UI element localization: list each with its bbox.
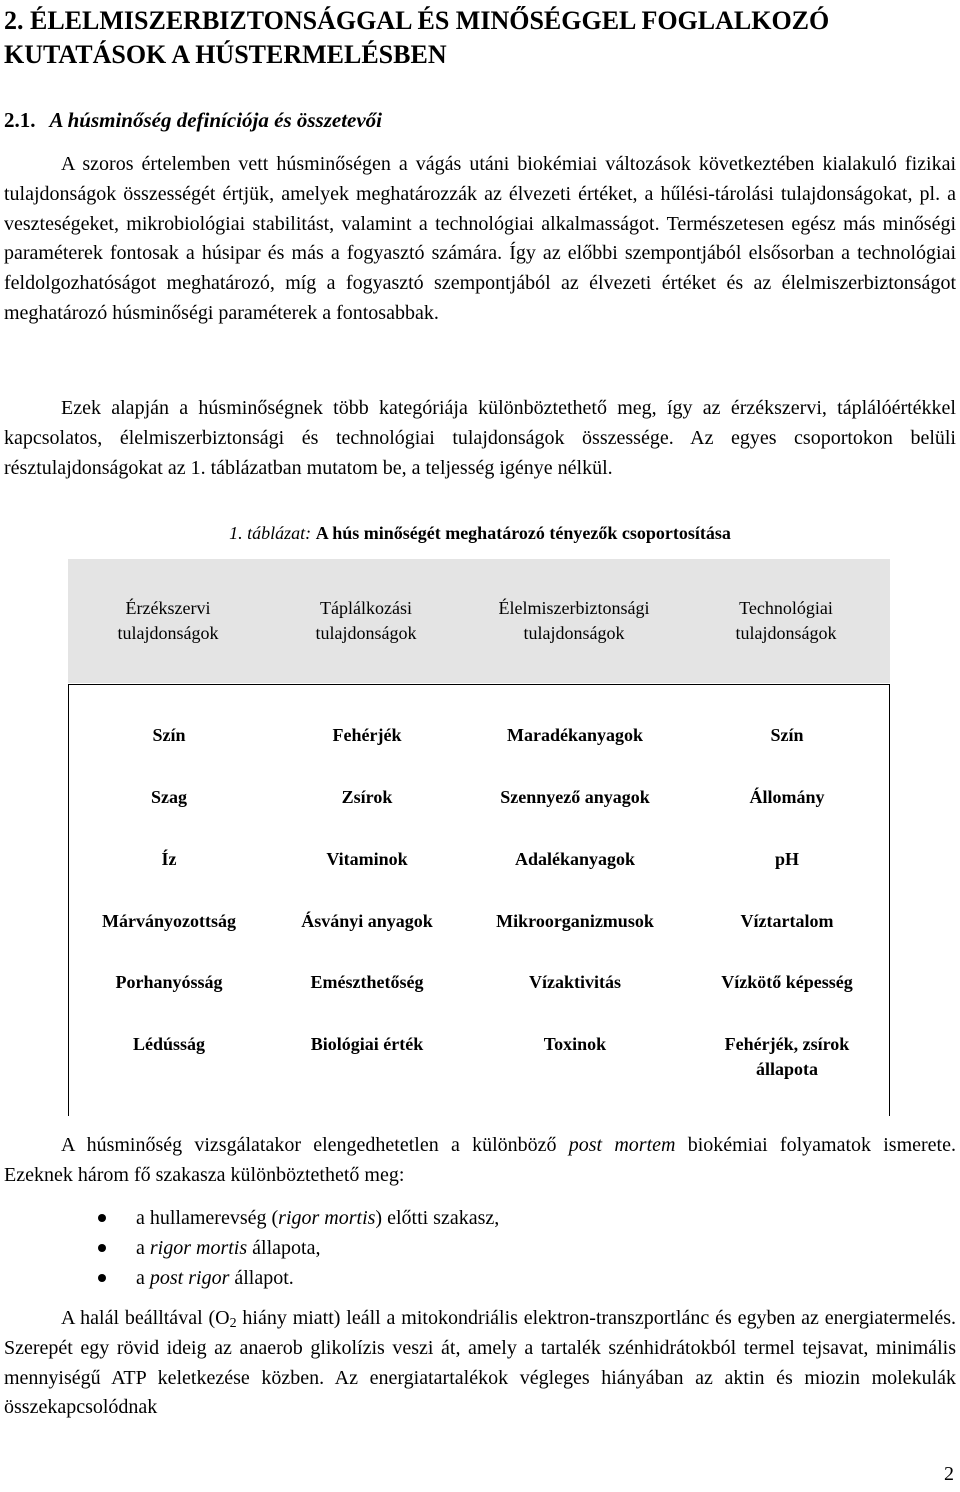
text-run: állapota, — [247, 1237, 321, 1259]
text-run: hiány miatt) leáll a mitokondriális elektron-transzportlánc és egyben az energiatermelés. Szerepét egy rövid ideig az anaerob glikolízis veszi át, amely a tartalék szénhidrátokból termel tejsavat, minimális mennyiségű ATP keletkezése közben. Az energiatartalékok végleges hiányában az aktin és miozin molekulák összekapcsolódnak — [4, 1307, 957, 1419]
chapter-heading: 2. ÉLELMISZERBIZTONSÁGGAL ÉS MINŐSÉGGEL FOGLALKOZÓ KUTATÁSOK A HÚSTERMELÉSBEN — [4, 6, 830, 69]
header-cell-sensory — [68, 596, 268, 646]
table-header-row — [68, 559, 890, 683]
paragraph-1 — [4, 150, 956, 329]
bullet-list — [98, 1203, 499, 1293]
header-cell-nutritional — [268, 596, 464, 646]
italic-run: post rigor — [149, 1267, 230, 1289]
header-cell-technological — [684, 596, 888, 646]
bullet-icon — [98, 1274, 106, 1282]
table-cell: Zsírok — [341, 787, 393, 807]
header-line: Táplálkozási — [320, 598, 412, 618]
table-cell: pH — [774, 849, 799, 869]
table-cell: Állomány — [749, 787, 825, 807]
list-item — [98, 1233, 499, 1263]
header-line: tulajdonságok — [315, 623, 417, 643]
text-run: A halál beálltával (O — [61, 1307, 230, 1329]
italic-run: post mortem — [568, 1134, 676, 1156]
header-line: Érzékszervi — [125, 598, 211, 618]
table-cell: Vitaminok — [326, 849, 408, 869]
text-run: a — [136, 1237, 150, 1259]
table-cell: Szín — [152, 725, 186, 745]
table-cell: Fehérjék, zsírok állapota — [724, 1034, 850, 1079]
text-run: biokémiai folyamatok ismerete. Ezeknek három fő szakasza különböztethető meg: — [4, 1134, 956, 1186]
text-run: ) előtti szakasz, — [375, 1207, 500, 1229]
table-cell: Márványozottság — [102, 911, 236, 931]
section-number: 2.1. — [4, 108, 36, 132]
table-cell: Vízaktivitás — [529, 972, 621, 992]
table-cell: Víztartalom — [740, 911, 834, 931]
table-cell: Maradékanyagok — [506, 725, 643, 745]
header-line: tulajdonságok — [117, 623, 219, 643]
text-run: állapot. — [229, 1267, 294, 1289]
table-caption-label: 1. táblázat: — [229, 523, 312, 543]
table-row — [69, 847, 889, 872]
table-cell: Szín — [770, 725, 804, 745]
list-item — [98, 1263, 499, 1293]
paragraph-4-text — [4, 1304, 956, 1423]
table-caption-title: A hús minőségét meghatározó tényezők csoportosítása — [315, 523, 731, 543]
text-run: a — [136, 1267, 150, 1289]
table-cell: Lédússág — [132, 1034, 206, 1054]
table-cell: Ásványi anyagok — [301, 911, 433, 931]
table-cell: Fehérjék — [332, 725, 402, 745]
text-run: a hullamerevség ( — [136, 1207, 279, 1229]
text-run: A húsminőség vizsgálatakor elengedhetetlen a különböző — [61, 1134, 569, 1156]
table-body — [68, 684, 890, 1116]
table-cell: Mikroorganizmusok — [496, 911, 654, 931]
table-cell: Vízkötő képesség — [721, 972, 853, 992]
table-header — [68, 559, 890, 683]
header-line: tulajdonságok — [735, 623, 837, 643]
paragraph-1-text: A szoros értelemben vett húsminőségen a vágás utáni biokémiai változások következtében kialakuló fizikai tulajdonságok összességét értjük, amelyek meghatározzák az élvezeti értéket, a hűlési-tárolási tulajdonságokat, pl. a veszteségeket, mikrobiológiai stabilitást, valamint a technológiai alkalmasságot. Természetesen egész más minőségi paraméterek fontosak a húsipar és más a fogyasztó számára. Így az előbbi szempontjából elsősorban a technológiai feldolgozhatóságot meghatározó, míg a fogyasztó szempontjából az élvezeti értéket és az élelmiszerbiztonságot meghatározó húsminőségi paraméterek a fontosabbak. — [4, 153, 956, 324]
header-line: Élelmiszerbiztonsági — [498, 598, 650, 618]
section-title: A húsminőség definíciója és összetevői — [49, 108, 383, 132]
table-row — [69, 723, 889, 748]
table-cell: Szag — [151, 787, 187, 807]
table-caption — [0, 520, 960, 546]
header-line: Technológiai — [739, 598, 833, 618]
table-cell: Emészthetőség — [310, 972, 424, 992]
subscript: 2 — [229, 1316, 237, 1331]
table-row — [69, 1032, 889, 1082]
italic-run: rigor mortis — [278, 1207, 376, 1229]
section-heading — [4, 106, 382, 134]
table-cell: Szennyező anyagok — [500, 787, 650, 807]
table-row — [69, 909, 889, 934]
paragraph-3-text — [4, 1131, 956, 1191]
paragraph-4 — [4, 1304, 956, 1423]
bullet-icon — [98, 1244, 106, 1252]
table-cell: Porhanyósság — [115, 972, 223, 992]
page-number: 2 — [944, 1463, 954, 1485]
table-cell: Biológiai érték — [310, 1034, 424, 1054]
list-item — [98, 1203, 499, 1233]
table-cell: Íz — [161, 849, 177, 869]
paragraph-2 — [4, 394, 956, 483]
paragraph-3 — [4, 1131, 956, 1191]
italic-run: rigor mortis — [149, 1237, 248, 1259]
header-line: tulajdonságok — [523, 623, 625, 643]
table-row — [69, 785, 889, 810]
table-cell: Adalékanyagok — [514, 849, 636, 869]
paragraph-2-text: Ezek alapján a húsminőségnek több kategóriája különböztethető meg, így az érzékszervi, táplálóértékkel kapcsolatos, élelmiszerbiztonsági és technológiai tulajdonságok összessége. Az egyes csoportokon belüli résztulajdonságokat az 1. táblázatban mutatom be, a teljesség igénye nélkül. — [4, 397, 956, 479]
header-cell-food-safety — [464, 596, 684, 646]
table-row — [69, 970, 889, 995]
table-cell: Toxinok — [543, 1034, 607, 1054]
bullet-icon — [98, 1214, 106, 1222]
